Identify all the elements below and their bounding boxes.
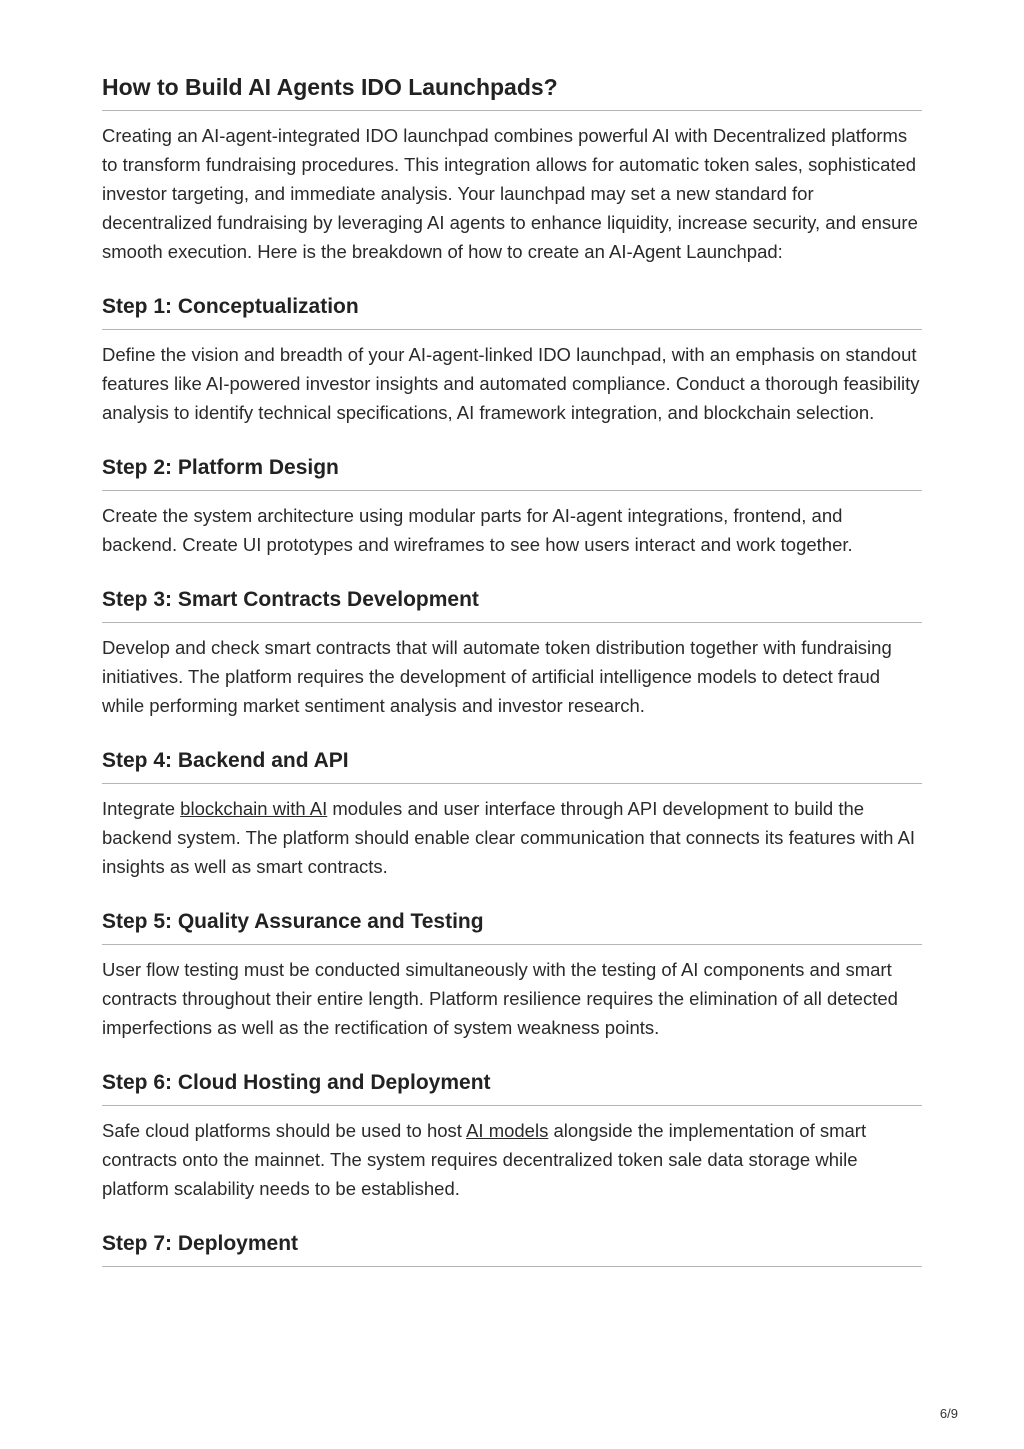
intro-paragraph: Creating an AI-agent-integrated IDO launchpad combines powerful AI with Decentralized platforms to transform fundraising procedures. This integration allows for automatic token sales, sophisticated investor targeting, and immediate analysis. Your launchpad may set a new standard for decentralized fundraising by leveraging AI agents to enhance liquidity, increase security, and ensure smooth execution. Here is the breakdown of how to create an AI-Agent Launchpad:: [102, 125, 918, 262]
step-4-heading: Step 4: Backend and API: [102, 747, 922, 784]
step-4-section: [102, 747, 922, 881]
step-4-text-before: Integrate: [102, 798, 181, 819]
step-6-section: [102, 1069, 922, 1203]
step-1-text: Define the vision and breadth of your AI-agent-linked IDO launchpad, with an emphasis on standout features like AI-powered investor insights and automated compliance. Conduct a thorough feasibility analysis to identify technical specifications, AI framework integration, and blockchain selection.: [102, 344, 920, 423]
step-7-heading: Step 7: Deployment: [102, 1230, 922, 1267]
step-2-text: Create the system architecture using modular parts for AI-agent integrations, frontend, and backend. Create UI prototypes and wireframes to see how users interact and work together.: [102, 505, 853, 555]
document-page: [102, 72, 922, 1267]
step-4-text-after: modules and user interface through API development to build the backend system. The platform should enable clear communication that connects its features with AI insights as well as smart contracts.: [102, 798, 916, 877]
ai-models-link[interactable]: AI models: [466, 1120, 549, 1141]
step-5-heading: Step 5: Quality Assurance and Testing: [102, 908, 922, 945]
step-1-heading: Step 1: Conceptualization: [102, 293, 922, 330]
step-5-text: User flow testing must be conducted simultaneously with the testing of AI components and smart contracts throughout their entire length. Platform resilience requires the elimination of all detected imperfections as well as the rectification of system weakness points.: [102, 959, 898, 1038]
step-3-heading: Step 3: Smart Contracts Development: [102, 586, 922, 623]
step-6-text-before: Safe cloud platforms should be used to host: [102, 1120, 467, 1141]
blockchain-with-ai-link[interactable]: blockchain with AI: [180, 798, 328, 819]
step-2-section: [102, 454, 922, 559]
step-3-text: Develop and check smart contracts that will automate token distribution together with fundraising initiatives. The platform requires the development of artificial intelligence models to detect fraud while performing market sentiment analysis and investor research.: [102, 637, 892, 716]
step-6-heading: Step 6: Cloud Hosting and Deployment: [102, 1069, 922, 1106]
step-4-text: [102, 794, 922, 881]
step-6-text: [102, 1116, 922, 1203]
step-5-section: [102, 908, 922, 1042]
step-6-text-after: alongside the implementation of smart contracts onto the mainnet. The system requires decentralized token sale data storage while platform scalability needs to be established.: [102, 1120, 867, 1199]
step-1-section: [102, 293, 922, 427]
step-7-section: [102, 1230, 922, 1267]
page-number: 6/9: [939, 1406, 958, 1421]
step-2-heading: Step 2: Platform Design: [102, 454, 922, 491]
step-3-section: [102, 586, 922, 720]
page-title: How to Build AI Agents IDO Launchpads?: [102, 72, 922, 111]
